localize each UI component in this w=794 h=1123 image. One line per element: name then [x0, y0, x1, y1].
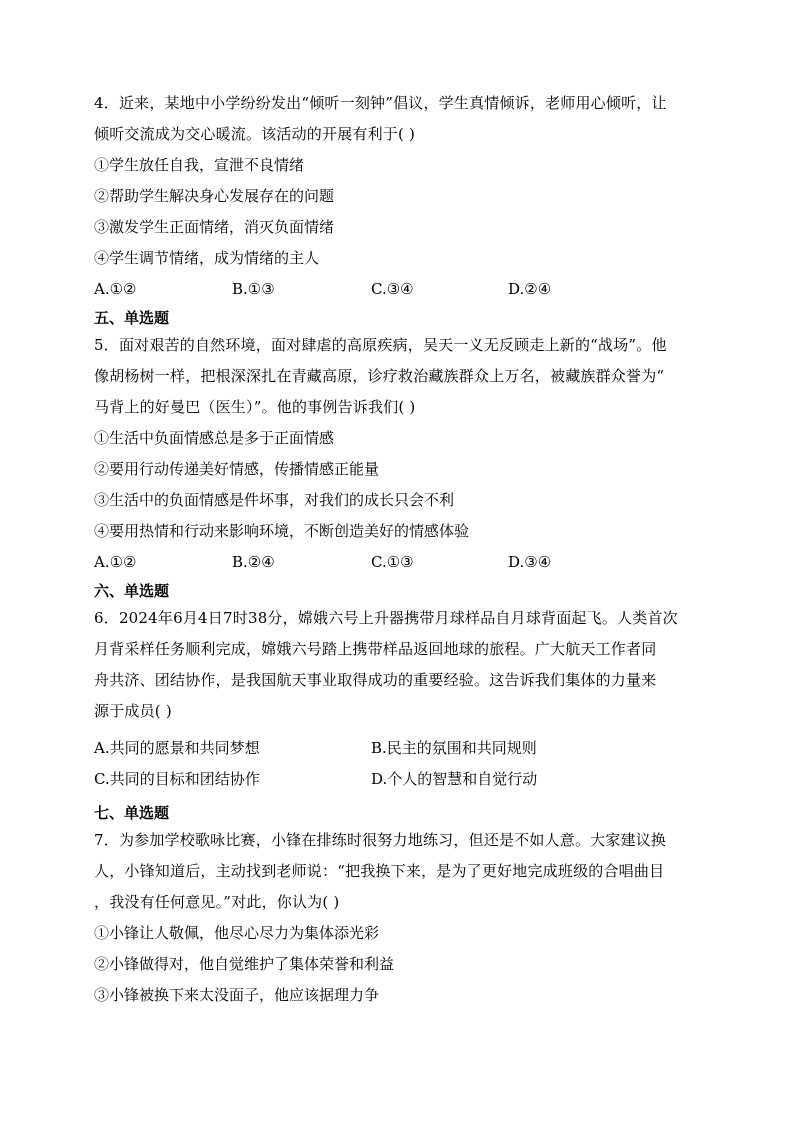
statement-3: ③生活中的负面情感是件坏事，对我们的成长只会不利 — [94, 491, 455, 509]
choice-d[interactable]: D.②④ — [508, 280, 552, 298]
choice-c[interactable]: C.①③ — [371, 553, 414, 571]
stem-line: 7．为参加学校歌咏比赛，小锋在排练时很努力地练习，但还是不如人意。大家建议换 — [94, 831, 667, 849]
statement-1: ①生活中负面情感总是多于正面情感 — [94, 429, 335, 447]
statement-3: ③小锋被换下来太没面子，他应该据理力争 — [94, 986, 380, 1004]
choice-a[interactable]: A.①② — [94, 553, 137, 571]
stem-line: 月背采样任务顺利完成，嫦娥六号踏上携带样品返回地球的旅程。广大航天工作者同 — [94, 640, 657, 658]
stem-line: 6．2024年6月4日7时38分，嫦娥六号上升器携带月球样品自月球背面起飞。人类首次 — [94, 609, 678, 627]
statement-1: ①学生放任自我，宣泄不良情绪 — [94, 156, 305, 174]
section-heading-6: 六、单选题 — [94, 582, 170, 600]
question-4 — [94, 88, 700, 304]
question-5-choices — [94, 547, 700, 577]
choice-d[interactable]: D.③④ — [508, 553, 552, 571]
question-6-stem — [94, 603, 700, 727]
statement-4: ④要用热情和行动来影响环境，不断创造美好的情感体验 — [94, 522, 470, 540]
question-7 — [94, 825, 700, 1011]
question-4-choices — [94, 274, 700, 304]
section-heading-5: 五、单选题 — [94, 309, 170, 327]
statement-1: ①小锋让人敬佩，他尽心尽力为集体添光彩 — [94, 924, 380, 942]
choice-d[interactable]: D.个人的智慧和自觉行动 — [371, 770, 538, 788]
stem-line: 5．面对艰苦的自然环境，面对肆虐的高原疾病，吴天一义无反顾走上新的“战场”。他 — [94, 336, 667, 354]
statement-2: ②要用行动传递美好情感，传播情感正能量 — [94, 460, 380, 478]
choice-a[interactable]: A.①② — [94, 280, 137, 298]
stem-line: 马背上的好曼巴（医生）”。他的事例告诉我们( ) — [94, 398, 416, 416]
question-5-stem — [94, 330, 700, 423]
stem-line: 4．近来，某地中小学纷纷发出“倾听一刻钟”倡议，学生真情倾诉，老师用心倾听，让 — [94, 94, 667, 112]
question-list — [94, 88, 700, 1011]
stem-line: ，我没有任何意见。”对此，你认为( ) — [94, 893, 340, 911]
statement-2: ②帮助学生解决身心发展存在的问题 — [94, 187, 335, 205]
statement-2: ②小锋做得对，他自觉维护了集体荣誉和利益 — [94, 955, 395, 973]
question-6-choices-row-2 — [94, 764, 700, 795]
choice-b[interactable]: B.②④ — [232, 553, 275, 571]
question-6 — [94, 603, 700, 795]
choice-c[interactable]: C.共同的目标和团结协作 — [94, 770, 260, 788]
section-heading-7: 七、单选题 — [94, 804, 170, 822]
stem-line: 倾听交流成为交心暖流。该活动的开展有利于( ) — [94, 125, 416, 143]
question-4-stem — [94, 88, 700, 150]
stem-line: 源于成员( ) — [94, 702, 172, 720]
choice-c[interactable]: C.③④ — [371, 280, 414, 298]
question-6-choices-row-1 — [94, 733, 700, 764]
choice-a[interactable]: A.共同的愿景和共同梦想 — [94, 739, 260, 757]
statement-4: ④学生调节情绪，成为情绪的主人 — [94, 249, 320, 267]
stem-line: 人，小锋知道后，主动找到老师说：“把我换下来，是为了更好地完成班级的合唱曲目 — [94, 862, 665, 880]
choice-b[interactable]: B.民主的氛围和共同规则 — [371, 739, 537, 757]
stem-line: 舟共济、团结协作，是我国航天事业取得成功的重要经验。这告诉我们集体的力量来 — [94, 671, 657, 689]
statement-3: ③激发学生正面情绪，消灭负面情绪 — [94, 218, 335, 236]
choice-b[interactable]: B.①③ — [232, 280, 275, 298]
question-7-stem — [94, 825, 700, 918]
question-5 — [94, 330, 700, 577]
stem-line: 像胡杨树一样，把根深深扎在青藏高原，诊疗救治藏族群众上万名，被藏族群众誉为“ — [94, 367, 665, 385]
